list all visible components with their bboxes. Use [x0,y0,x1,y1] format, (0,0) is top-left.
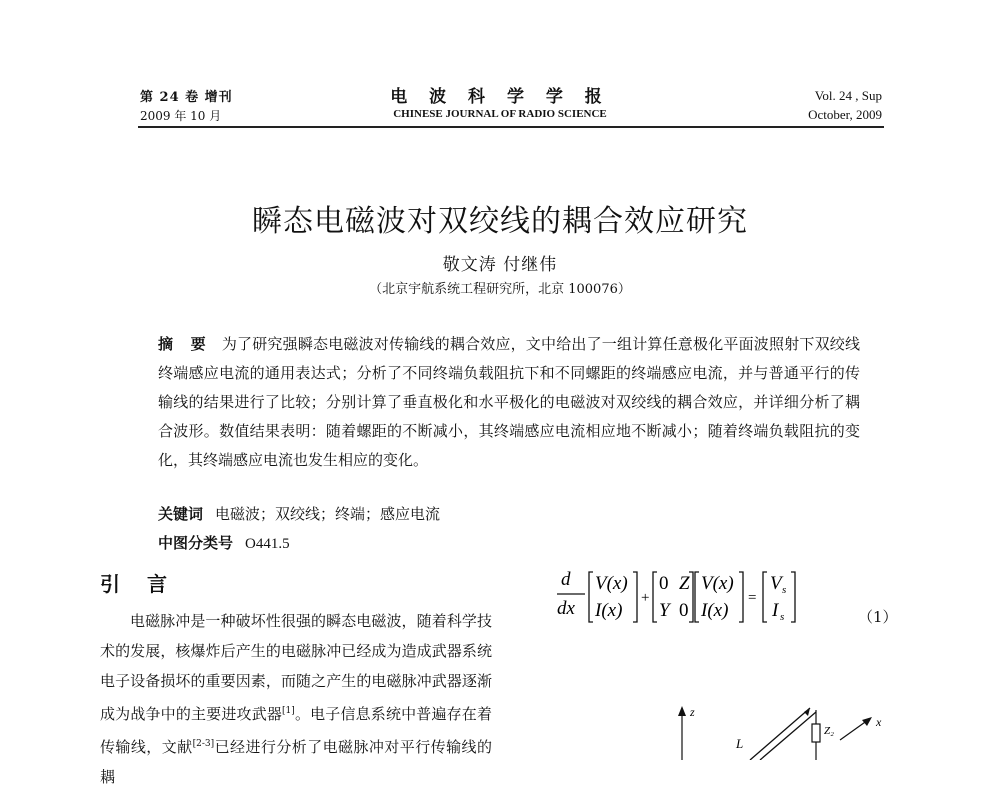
eq-Vs: V [770,573,782,594]
eq-V2: V(x) [701,573,734,594]
eq-Is-sub: s [780,611,785,623]
abstract-label: 摘 要 [158,335,212,353]
eq-Vs-sub: s [782,584,787,596]
eq-equals: = [748,590,757,606]
citation-1: [1] [282,706,295,716]
citation-2-3: [2-3] [192,739,215,749]
wire-1 [750,708,810,760]
eq-dx: dx [557,598,575,619]
label-L: L [736,736,744,751]
eq-bracket [791,572,795,622]
intro-text-3: 已经进行分析了电磁脉冲对平行传输线的耦 [100,738,492,786]
x-axis [840,720,868,740]
eq-bracket [739,572,743,622]
z-axis-arrow [678,706,686,716]
wire-arrow [804,708,810,716]
equation-number: （1） [858,608,898,626]
keywords-label: 关键词 [158,505,204,523]
paper-affiliation: （北京宇航系统工程研究所，北京 100076） [369,282,631,297]
journal-title-en: CHINESE JOURNAL OF RADIO SCIENCE [393,108,607,120]
classification-label: 中图分类号 [158,534,234,552]
axis-label-z: z [690,705,695,719]
section-heading-introduction: 引 言 [100,572,177,596]
x-axis-arrow [862,717,872,726]
wire-2 [760,712,816,760]
journal-title-cn: 电 波 科 学 学 报 [390,87,610,107]
introduction-paragraph [100,606,492,792]
eq-Is: I [772,600,779,621]
axis-label-x: x [876,715,882,729]
header-volume-cn: 第 24 卷 增刊 [140,90,233,105]
eq-plus: + [641,590,650,606]
eq-m11: 0 [659,573,669,594]
eq-bracket [689,572,693,622]
eq-m12: Z [679,573,690,594]
eq-m21: Y [659,600,670,621]
paper-title: 瞬态电磁波对双绞线的耦合效应研究 [252,204,748,239]
header-volume-en: Vol. 24 , Sup [814,88,882,103]
keywords-text: 电磁波；双绞线；终端；感应电流 [215,505,441,523]
twisted-pair-figure [660,690,900,760]
eq-bracket [653,572,657,622]
eq-bracket [763,572,767,622]
intro-text-2: 。电子信息系统中普遍存在着传输线，文献 [100,705,492,756]
header-date-en: October, 2009 [808,107,882,122]
eq-I2: I(x) [701,600,729,621]
eq-bracket [695,572,699,622]
abstract [158,330,860,475]
header-rule [138,126,884,128]
header-date-cn: 2009 年 10 月 [140,109,222,123]
eq-bracket [589,572,593,622]
eq-I: I(x) [595,600,623,621]
eq-d: d [561,569,571,590]
label-Z2: Z₂ [824,725,834,737]
load-resistor-z2 [812,724,820,742]
paper-authors: 敬文涛 付继伟 [442,255,558,275]
eq-V: V(x) [595,573,628,594]
classification-code: O441.5 [245,536,290,552]
intro-text-1: 电磁脉冲是一种破坏性很强的瞬态电磁波，随着科学技术的发展，核爆炸后产生的电磁脉冲已经成为造成武器系统电子设备损坏的重要因素，而随之产生的电磁脉冲武器逐渐成为战争中的主要进攻武器 [100,612,492,723]
abstract-text: 为了研究强瞬态电磁波对传输线的耦合效应，文中给出了一组计算任意极化平面波照射下双绞线终端感应电流的通用表达式；分析了不同终端负载阻抗下和不同螺距的终端感应电流，并与普通平行的传输线的结果进行了比较；分别计算了垂直极化和水平极化的电磁波对双绞线的耦合效应，并详细分析了耦合波形。数值结果表明：随着螺距的不断减小，其终端感应电流相应地不断减小；随着终端负载阻抗的变化，其终端感应电流也发生相应的变化。 [158,335,860,469]
keywords [158,503,440,524]
eq-bracket [633,572,637,622]
equation-1 [555,560,825,630]
classification [158,532,290,553]
eq-m22: 0 [679,600,689,621]
